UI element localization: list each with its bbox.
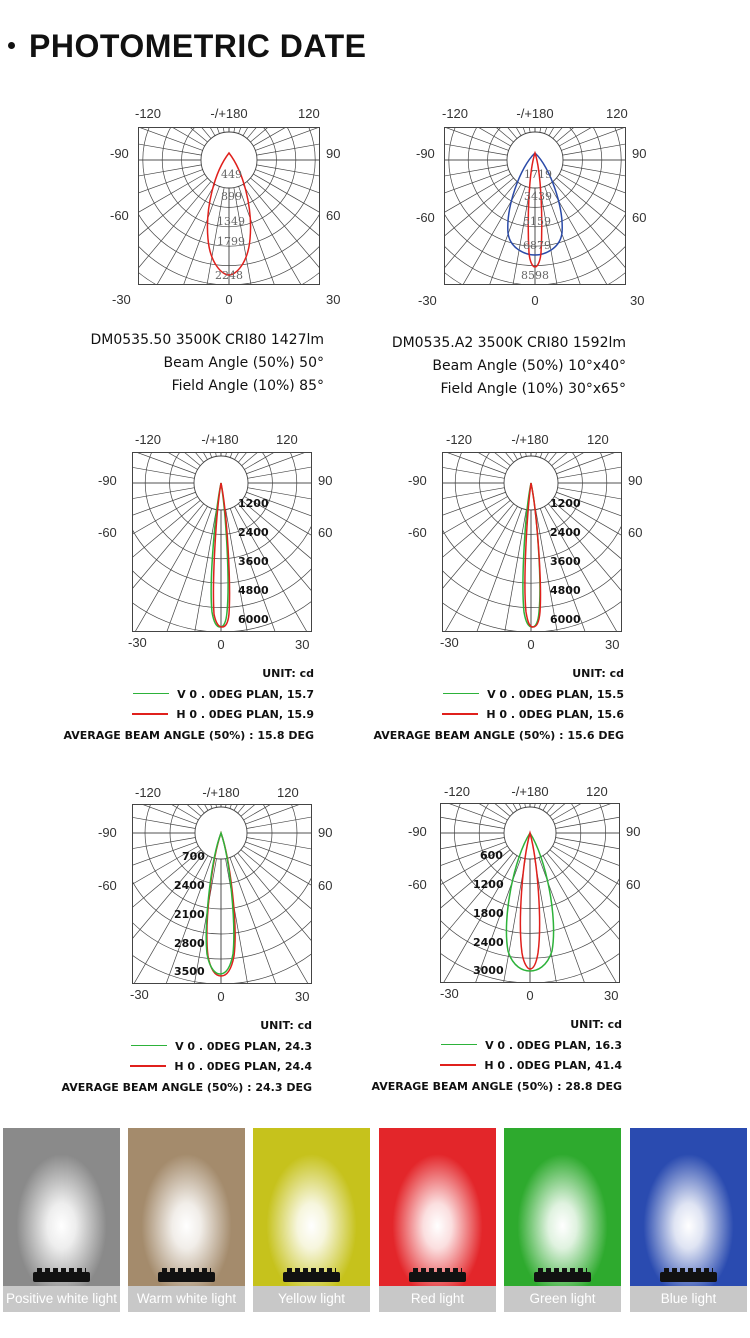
unit-label: UNIT: cd xyxy=(572,667,624,680)
polar-chart-1 xyxy=(138,127,320,285)
intensity-value: 2400 xyxy=(550,526,581,539)
legend-h: H 0 . 0DEG PLAN, 24.4 xyxy=(61,1057,312,1078)
legend-h: H 0 . 0DEG PLAN, 15.6 xyxy=(373,705,624,726)
light-tile-blue xyxy=(630,1128,747,1312)
angle-label: 90 xyxy=(318,825,333,840)
angle-label: 60 xyxy=(626,877,641,892)
angle-label: 0 xyxy=(217,989,225,1004)
legend-v: V 0 . 0DEG PLAN, 15.7 xyxy=(63,685,314,706)
angle-label: -/+180 xyxy=(511,432,549,447)
light-label: Warm white light xyxy=(128,1286,245,1312)
angle-label: -90 xyxy=(408,824,427,839)
light-label: Red light xyxy=(379,1286,496,1312)
angle-label: 120 xyxy=(276,432,298,447)
polar-chart-2 xyxy=(444,127,626,285)
angle-label: 60 xyxy=(632,210,647,225)
angle-label: -30 xyxy=(130,987,149,1002)
distribution-curve xyxy=(138,127,320,285)
angle-label: -60 xyxy=(408,877,427,892)
intensity-value: 5159 xyxy=(523,215,551,228)
intensity-value: 1719 xyxy=(524,168,552,181)
angle-label: 60 xyxy=(318,525,333,540)
beam-angle: Beam Angle (50%) 50° xyxy=(163,355,324,371)
angle-label: 0 xyxy=(225,292,233,307)
distribution-curve xyxy=(132,804,312,984)
light-glow xyxy=(253,1128,370,1286)
angle-label: -120 xyxy=(442,106,469,121)
field-angle: Field Angle (10%) 30°x65° xyxy=(440,381,626,397)
light-label: Yellow light xyxy=(253,1286,370,1312)
intensity-value: 3500 xyxy=(174,965,205,978)
intensity-value: 2400 xyxy=(174,879,205,892)
angle-label: -/+180 xyxy=(516,106,554,121)
polar-chart-5 xyxy=(132,804,312,984)
angle-label: 0 xyxy=(217,637,225,652)
distribution-curve xyxy=(132,452,312,632)
field-angle: Field Angle (10%) 85° xyxy=(171,378,324,394)
intensity-value: 1200 xyxy=(550,497,581,510)
legend-v: V 0 . 0DEG PLAN, 24.3 xyxy=(61,1037,312,1058)
red-line-icon xyxy=(132,713,168,715)
angle-label: 0 xyxy=(527,637,535,652)
intensity-value: 1200 xyxy=(238,497,269,510)
green-line-icon xyxy=(441,1044,477,1046)
intensity-value: 3600 xyxy=(238,555,269,568)
average-beam-angle: AVERAGE BEAM ANGLE (50%) : 15.8 DEG xyxy=(63,728,314,742)
intensity-value: 2800 xyxy=(174,937,205,950)
chart1-caption xyxy=(90,329,324,398)
angle-label: -/+180 xyxy=(511,784,549,799)
angle-label: -30 xyxy=(112,292,131,307)
legend-v: V 0 . 0DEG PLAN, 15.5 xyxy=(373,685,624,706)
light-glow xyxy=(630,1128,747,1286)
model-spec: DM0535.A2 3500K CRI80 1592lm xyxy=(391,335,626,351)
intensity-value: 3000 xyxy=(473,964,504,977)
intensity-value: 1349 xyxy=(217,215,245,228)
red-line-icon xyxy=(130,1065,166,1067)
unit-label: UNIT: cd xyxy=(570,1018,622,1031)
angle-label: -60 xyxy=(416,210,435,225)
intensity-value: 449 xyxy=(221,168,242,181)
angle-label: -120 xyxy=(135,106,162,121)
angle-label: 30 xyxy=(295,637,310,652)
red-line-icon xyxy=(442,713,478,715)
intensity-value: 899 xyxy=(221,190,242,203)
section-heading xyxy=(8,28,366,65)
light-label: Green light xyxy=(504,1286,621,1312)
angle-label: 60 xyxy=(318,878,333,893)
green-line-icon xyxy=(131,1045,167,1047)
beam-angle: Beam Angle (50%) 10°x40° xyxy=(432,358,626,374)
angle-label: 120 xyxy=(277,785,299,800)
intensity-value: 1800 xyxy=(473,907,504,920)
intensity-value: 1799 xyxy=(217,235,245,248)
light-glow xyxy=(128,1128,245,1286)
angle-label: 30 xyxy=(326,292,341,307)
polar-chart-3 xyxy=(132,452,312,632)
polar-chart-4 xyxy=(442,452,622,632)
angle-label: 30 xyxy=(630,293,645,308)
angle-label: 30 xyxy=(295,989,310,1004)
light-label: Positive white light xyxy=(3,1286,120,1312)
light-tile-green xyxy=(504,1128,621,1312)
chart5-legend xyxy=(61,1016,312,1098)
angle-label: -30 xyxy=(440,635,459,650)
fixture-icon xyxy=(158,1272,215,1282)
angle-label: 120 xyxy=(586,784,608,799)
angle-label: -90 xyxy=(416,146,435,161)
heading-text: PHOTOMETRIC DATE xyxy=(29,28,367,64)
intensity-value: 700 xyxy=(182,850,205,863)
intensity-value: 1200 xyxy=(473,878,504,891)
fixture-icon xyxy=(660,1272,717,1282)
fixture-icon xyxy=(409,1272,466,1282)
intensity-value: 6879 xyxy=(523,239,551,252)
chart4-legend xyxy=(373,664,624,746)
angle-label: 60 xyxy=(628,525,643,540)
angle-label: 90 xyxy=(628,473,643,488)
bullet-icon xyxy=(8,42,15,49)
angle-label: 30 xyxy=(604,988,619,1003)
legend-h: H 0 . 0DEG PLAN, 15.9 xyxy=(63,705,314,726)
intensity-value: 3439 xyxy=(524,190,552,203)
average-beam-angle: AVERAGE BEAM ANGLE (50%) : 28.8 DEG xyxy=(371,1079,622,1093)
light-glow xyxy=(3,1128,120,1286)
angle-label: -30 xyxy=(418,293,437,308)
average-beam-angle: AVERAGE BEAM ANGLE (50%) : 15.6 DEG xyxy=(373,728,624,742)
intensity-value: 2400 xyxy=(238,526,269,539)
polar-chart-6 xyxy=(440,803,620,983)
angle-label: 60 xyxy=(326,208,341,223)
legend-v: V 0 . 0DEG PLAN, 16.3 xyxy=(371,1036,622,1057)
angle-label: -/+180 xyxy=(201,432,239,447)
chart6-legend xyxy=(371,1015,622,1097)
intensity-value: 2100 xyxy=(174,908,205,921)
angle-label: -120 xyxy=(135,785,162,800)
angle-label: -/+180 xyxy=(202,785,240,800)
fixture-icon xyxy=(283,1272,340,1282)
green-line-icon xyxy=(443,693,479,695)
chart3-legend xyxy=(63,664,314,746)
angle-label: -120 xyxy=(135,432,162,447)
angle-label: -90 xyxy=(408,473,427,488)
distribution-curve xyxy=(440,803,620,983)
angle-label: 90 xyxy=(632,146,647,161)
intensity-value: 3600 xyxy=(550,555,581,568)
angle-label: -/+180 xyxy=(210,106,248,121)
unit-label: UNIT: cd xyxy=(260,1019,312,1032)
light-glow xyxy=(379,1128,496,1286)
intensity-value: 2400 xyxy=(473,936,504,949)
light-tile-positive-white xyxy=(3,1128,120,1312)
chart2-caption xyxy=(392,332,626,401)
angle-label: 90 xyxy=(318,473,333,488)
angle-label: -30 xyxy=(128,635,147,650)
distribution-curve xyxy=(442,452,622,632)
angle-label: -30 xyxy=(440,986,459,1001)
green-line-icon xyxy=(133,693,169,695)
intensity-value: 2248 xyxy=(215,269,243,282)
average-beam-angle: AVERAGE BEAM ANGLE (50%) : 24.3 DEG xyxy=(61,1080,312,1094)
fixture-icon xyxy=(33,1272,90,1282)
angle-label: 120 xyxy=(587,432,609,447)
angle-label: 30 xyxy=(605,637,620,652)
intensity-value: 600 xyxy=(480,849,503,862)
light-tile-red xyxy=(379,1128,496,1312)
fixture-icon xyxy=(534,1272,591,1282)
angle-label: -60 xyxy=(408,525,427,540)
angle-label: 120 xyxy=(606,106,628,121)
intensity-value: 4800 xyxy=(550,584,581,597)
angle-label: -90 xyxy=(98,825,117,840)
angle-label: 120 xyxy=(298,106,320,121)
angle-label: -90 xyxy=(98,473,117,488)
angle-label: 0 xyxy=(526,988,534,1003)
angle-label: 90 xyxy=(326,146,341,161)
distribution-curve xyxy=(444,127,626,285)
angle-label: 90 xyxy=(626,824,641,839)
model-spec: DM0535.50 3500K CRI80 1427lm xyxy=(90,332,324,348)
intensity-value: 6000 xyxy=(238,613,269,626)
angle-label: 0 xyxy=(531,293,539,308)
light-glow xyxy=(504,1128,621,1286)
light-label: Blue light xyxy=(630,1286,747,1312)
angle-label: -60 xyxy=(98,525,117,540)
angle-label: -60 xyxy=(110,208,129,223)
legend-h: H 0 . 0DEG PLAN, 41.4 xyxy=(371,1056,622,1077)
intensity-value: 6000 xyxy=(550,613,581,626)
angle-label: -120 xyxy=(444,784,471,799)
angle-label: -90 xyxy=(110,146,129,161)
unit-label: UNIT: cd xyxy=(262,667,314,680)
intensity-value: 8598 xyxy=(521,269,549,282)
red-line-icon xyxy=(440,1064,476,1066)
angle-label: -60 xyxy=(98,878,117,893)
light-tile-warm-white xyxy=(128,1128,245,1312)
light-tile-yellow xyxy=(253,1128,370,1312)
intensity-value: 4800 xyxy=(238,584,269,597)
angle-label: -120 xyxy=(446,432,473,447)
